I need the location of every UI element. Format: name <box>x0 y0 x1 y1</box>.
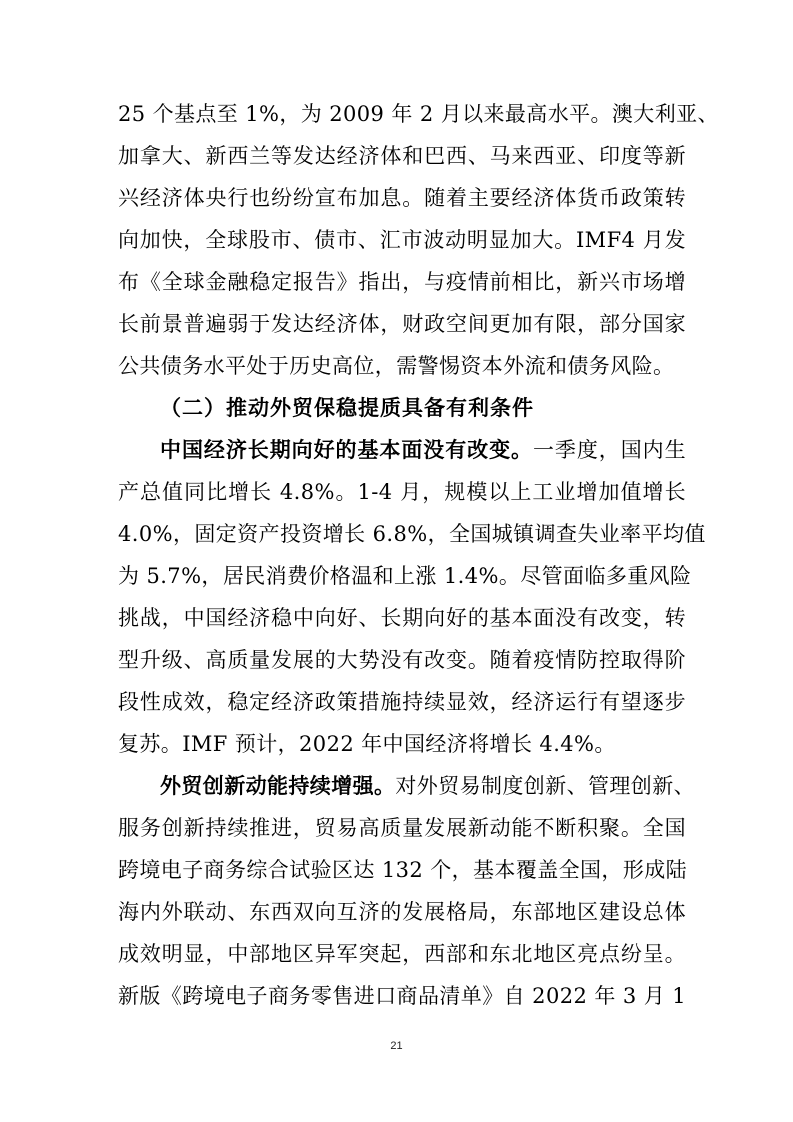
section-heading: （二）推动外贸保稳提质具备有利条件 <box>160 395 534 420</box>
paragraph-1-line-3: 兴经济体央行也纷纷宣布加息。随着主要经济体货币政策转 <box>118 186 686 210</box>
paragraph-3-line-5: 成效明显，中部地区异军突起，西部和东北地区亮点纷呈。 <box>118 942 686 966</box>
paragraph-3-first-line-rest: 对外贸易制度创新、管理创新、 <box>395 774 696 798</box>
paragraph-2-line-8: 复苏。IMF 预计，2022 年中国经济将增长 4.4%。 <box>118 732 616 756</box>
paragraph-3-lead: 外贸创新动能持续增强。 <box>160 773 396 798</box>
paragraph-2-line-7: 段性成效，稳定经济政策措施持续显效，经济运行有望逐步 <box>118 690 686 714</box>
paragraph-2-first-line-rest: 一季度，国内生 <box>532 438 686 462</box>
paragraph-2-line-3: 4.0%，固定资产投资增长 6.8%，全国城镇调查失业率平均值 <box>118 522 706 546</box>
paragraph-2-line-6: 型升级、高质量发展的大势没有改变。随着疫情防控取得阶 <box>118 648 686 672</box>
paragraph-1-line-4: 向加快，全球股市、债市、汇市波动明显加大。IMF4 月发 <box>118 228 686 252</box>
paragraph-3-line-2: 服务创新持续推进，贸易高质量发展新动能不断积聚。全国 <box>118 816 686 840</box>
paragraph-2-lead: 中国经济长期向好的基本面没有改变。 <box>160 437 533 462</box>
paragraph-3-line-6: 新版《跨境电子商务零售进口商品清单》自 2022 年 3 月 1 <box>118 984 686 1008</box>
paragraph-3-line-4: 海内外联动、东西双向互济的发展格局，东部地区建设总体 <box>118 900 686 924</box>
paragraph-1-line-2: 加拿大、新西兰等发达经济体和巴西、马来西亚、印度等新 <box>118 144 686 168</box>
page-number: 21 <box>390 1040 403 1052</box>
paragraph-2-line-4: 为 5.7%，居民消费价格温和上涨 1.4%。尽管面临多重风险 <box>118 564 692 588</box>
paragraph-3-line-3: 跨境电子商务综合试验区达 132 个，基本覆盖全国，形成陆 <box>118 858 688 882</box>
paragraph-2-line-1 <box>160 432 686 468</box>
paragraph-1-line-6: 长前景普遍弱于发达经济体，财政空间更加有限，部分国家 <box>118 312 686 336</box>
paragraph-2-line-5: 挑战，中国经济稳中向好、长期向好的基本面没有改变，转 <box>118 606 686 630</box>
paragraph-1-line-5: 布《全球金融稳定报告》指出，与疫情前相比，新兴市场增 <box>118 270 686 294</box>
paragraph-3-line-1 <box>160 768 696 804</box>
paragraph-1-line-7: 公共债务水平处于历史高位，需警惕资本外流和债务风险。 <box>118 354 675 378</box>
paragraph-2-line-2: 产总值同比增长 4.8%。1-4 月，规模以上工业增加值增长 <box>118 480 686 504</box>
paragraph-1-line-1: 25 个基点至 1%，为 2009 年 2 月以来最高水平。澳大利亚、 <box>118 102 719 126</box>
